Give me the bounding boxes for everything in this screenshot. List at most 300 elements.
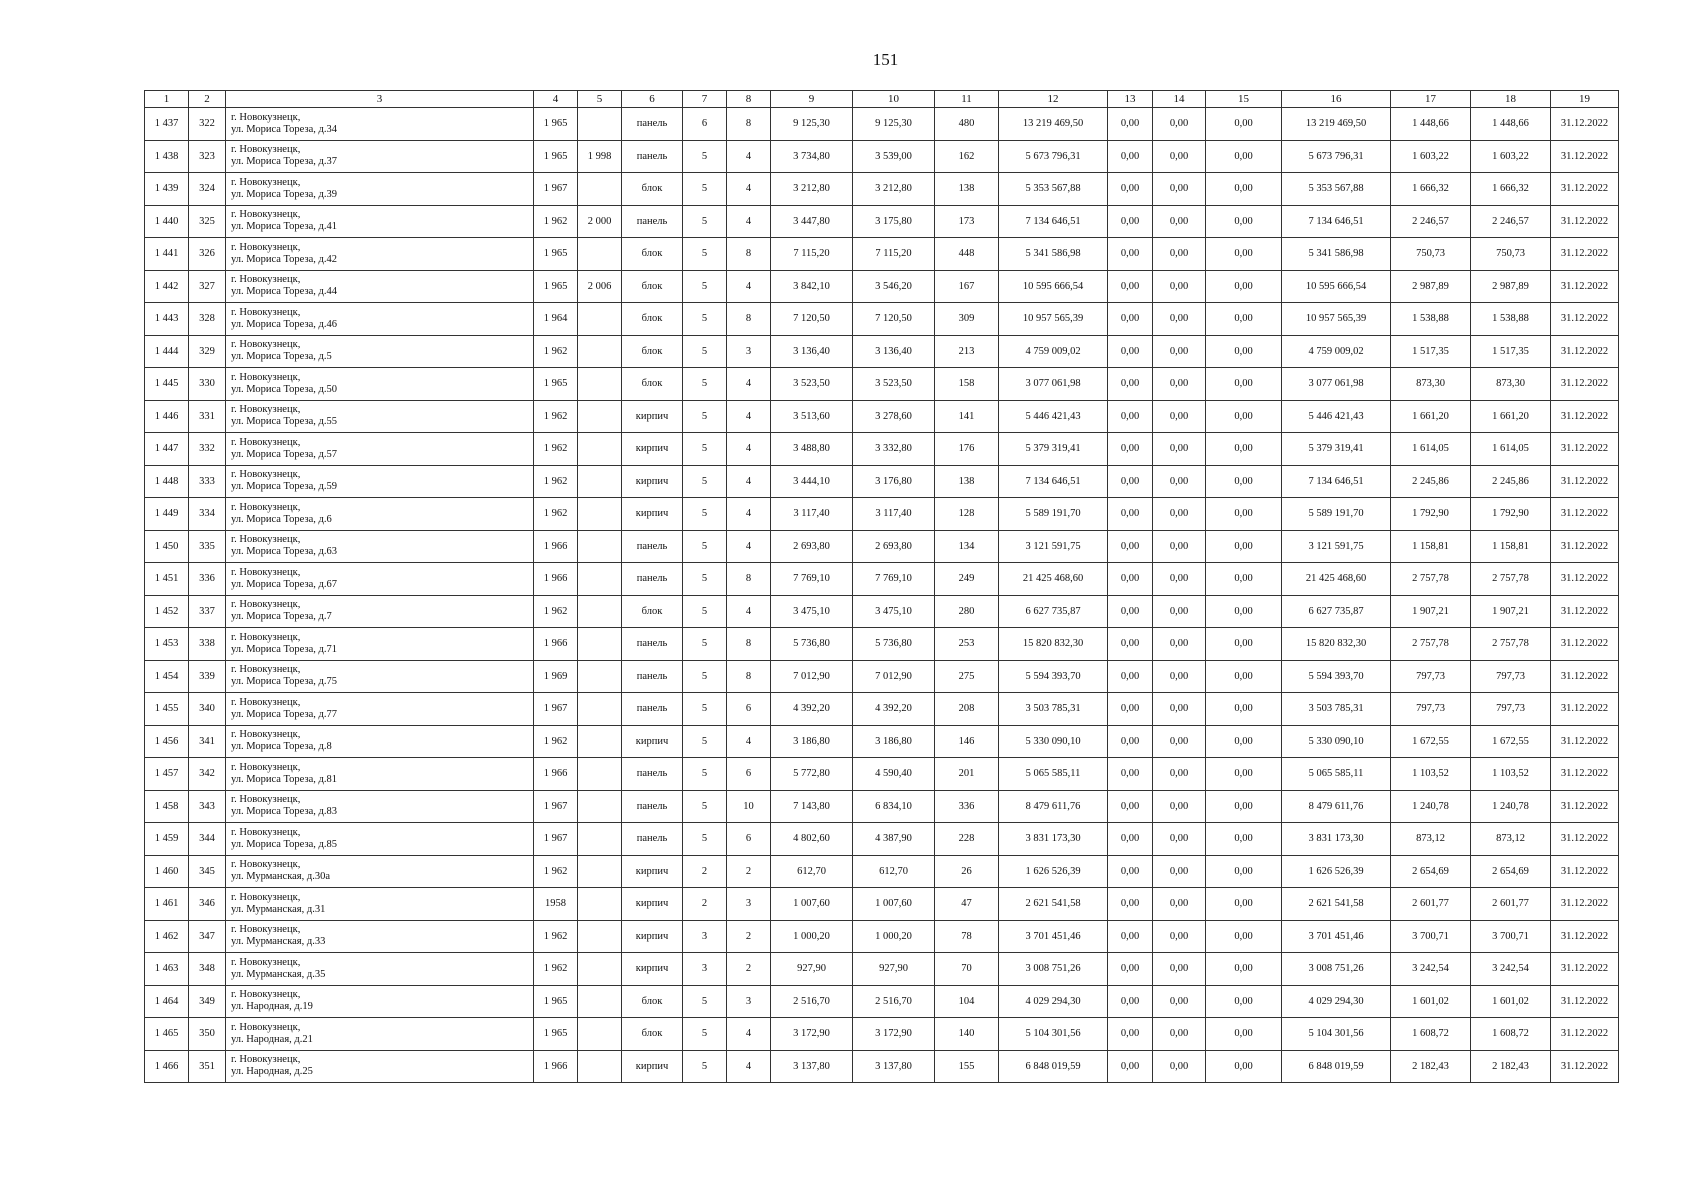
cell-col-12: 3 701 451,46 xyxy=(999,920,1108,953)
address-city: г. Новокузнецк, xyxy=(231,729,301,741)
cell-col-13: 0,00 xyxy=(1108,628,1153,661)
cell-col-4: 1 967 xyxy=(534,790,578,823)
column-header: 3 xyxy=(226,91,534,108)
cell-col-16: 15 820 832,30 xyxy=(1282,628,1391,661)
address-street: ул. Мориса Тореза, д.8 xyxy=(231,741,332,753)
address-street: ул. Мориса Тореза, д.34 xyxy=(231,123,337,135)
cell-col-5 xyxy=(578,433,622,466)
cell-col-19: 31.12.2022 xyxy=(1551,790,1619,823)
cell-col-13: 0,00 xyxy=(1108,498,1153,531)
cell-col-19: 31.12.2022 xyxy=(1551,433,1619,466)
cell-local-number: 325 xyxy=(189,205,226,238)
cell-col-8: 4 xyxy=(727,498,771,531)
column-header: 11 xyxy=(935,91,999,108)
cell-col-17: 1 103,52 xyxy=(1391,758,1471,791)
cell-col-5: 1 998 xyxy=(578,140,622,173)
cell-col-6: панель xyxy=(622,823,683,856)
cell-col-9: 3 475,10 xyxy=(771,595,853,628)
cell-col-15: 0,00 xyxy=(1206,563,1282,596)
cell-col-16: 2 621 541,58 xyxy=(1282,888,1391,921)
cell-col-12: 3 008 751,26 xyxy=(999,953,1108,986)
cell-col-11: 228 xyxy=(935,823,999,856)
cell-row-number: 1 456 xyxy=(145,725,189,758)
cell-col-14: 0,00 xyxy=(1153,985,1206,1018)
cell-col-9: 3 117,40 xyxy=(771,498,853,531)
cell-col-15: 0,00 xyxy=(1206,1018,1282,1051)
table-row xyxy=(145,530,1619,563)
cell-col-17: 2 987,89 xyxy=(1391,270,1471,303)
cell-col-16: 5 446 421,43 xyxy=(1282,400,1391,433)
cell-col-16: 3 831 173,30 xyxy=(1282,823,1391,856)
cell-col-17: 873,12 xyxy=(1391,823,1471,856)
cell-col-13: 0,00 xyxy=(1108,270,1153,303)
column-header: 5 xyxy=(578,91,622,108)
cell-col-9: 7 769,10 xyxy=(771,563,853,596)
address-street: ул. Мориса Тореза, д.67 xyxy=(231,578,337,590)
cell-col-18: 2 987,89 xyxy=(1471,270,1551,303)
cell-col-9: 4 392,20 xyxy=(771,693,853,726)
cell-col-7: 5 xyxy=(683,563,727,596)
cell-col-19: 31.12.2022 xyxy=(1551,173,1619,206)
cell-address xyxy=(226,758,534,791)
table-row xyxy=(145,888,1619,921)
cell-col-16: 4 759 009,02 xyxy=(1282,335,1391,368)
cell-col-7: 5 xyxy=(683,790,727,823)
cell-col-7: 5 xyxy=(683,1018,727,1051)
cell-col-17: 2 654,69 xyxy=(1391,855,1471,888)
cell-col-16: 10 595 666,54 xyxy=(1282,270,1391,303)
cell-col-17: 873,30 xyxy=(1391,368,1471,401)
column-header: 12 xyxy=(999,91,1108,108)
address-street: ул. Народная, д.21 xyxy=(231,1033,313,1045)
cell-col-4: 1 962 xyxy=(534,400,578,433)
cell-col-6: кирпич xyxy=(622,725,683,758)
address-city: г. Новокузнецк, xyxy=(231,436,301,448)
cell-col-4: 1958 xyxy=(534,888,578,921)
cell-col-10: 5 736,80 xyxy=(853,628,935,661)
cell-col-19: 31.12.2022 xyxy=(1551,1050,1619,1083)
address-street: ул. Мориса Тореза, д.41 xyxy=(231,221,337,233)
cell-col-7: 3 xyxy=(683,920,727,953)
cell-col-4: 1 966 xyxy=(534,530,578,563)
cell-col-4: 1 962 xyxy=(534,855,578,888)
cell-col-13: 0,00 xyxy=(1108,1050,1153,1083)
column-header: 18 xyxy=(1471,91,1551,108)
cell-col-10: 7 012,90 xyxy=(853,660,935,693)
cell-col-14: 0,00 xyxy=(1153,140,1206,173)
address-city: г. Новокузнецк, xyxy=(231,111,301,123)
cell-col-18: 1 907,21 xyxy=(1471,595,1551,628)
cell-row-number: 1 460 xyxy=(145,855,189,888)
cell-col-8: 4 xyxy=(727,725,771,758)
cell-col-4: 1 967 xyxy=(534,693,578,726)
cell-address xyxy=(226,1050,534,1083)
cell-col-16: 3 121 591,75 xyxy=(1282,530,1391,563)
cell-col-11: 138 xyxy=(935,465,999,498)
cell-address xyxy=(226,855,534,888)
cell-col-12: 5 379 319,41 xyxy=(999,433,1108,466)
cell-col-6: панель xyxy=(622,140,683,173)
cell-col-18: 1 672,55 xyxy=(1471,725,1551,758)
cell-col-15: 0,00 xyxy=(1206,595,1282,628)
cell-col-6: кирпич xyxy=(622,465,683,498)
cell-col-17: 1 603,22 xyxy=(1391,140,1471,173)
table-row xyxy=(145,173,1619,206)
cell-col-16: 8 479 611,76 xyxy=(1282,790,1391,823)
cell-col-19: 31.12.2022 xyxy=(1551,498,1619,531)
cell-local-number: 326 xyxy=(189,238,226,271)
cell-col-15: 0,00 xyxy=(1206,693,1282,726)
address-street: ул. Мориса Тореза, д.37 xyxy=(231,156,337,168)
cell-col-7: 5 xyxy=(683,498,727,531)
cell-local-number: 342 xyxy=(189,758,226,791)
cell-col-7: 2 xyxy=(683,855,727,888)
cell-col-14: 0,00 xyxy=(1153,303,1206,336)
cell-col-19: 31.12.2022 xyxy=(1551,953,1619,986)
cell-col-14: 0,00 xyxy=(1153,108,1206,141)
cell-local-number: 330 xyxy=(189,368,226,401)
cell-col-13: 0,00 xyxy=(1108,465,1153,498)
cell-col-8: 3 xyxy=(727,985,771,1018)
cell-col-16: 5 104 301,56 xyxy=(1282,1018,1391,1051)
cell-col-10: 3 332,80 xyxy=(853,433,935,466)
cell-address xyxy=(226,530,534,563)
cell-col-19: 31.12.2022 xyxy=(1551,270,1619,303)
cell-col-19: 31.12.2022 xyxy=(1551,303,1619,336)
cell-address xyxy=(226,628,534,661)
cell-address xyxy=(226,205,534,238)
cell-col-18: 1 666,32 xyxy=(1471,173,1551,206)
cell-col-7: 5 xyxy=(683,238,727,271)
cell-col-6: блок xyxy=(622,985,683,1018)
cell-col-5: 2 006 xyxy=(578,270,622,303)
cell-col-13: 0,00 xyxy=(1108,920,1153,953)
column-header: 14 xyxy=(1153,91,1206,108)
cell-col-17: 1 448,66 xyxy=(1391,108,1471,141)
cell-col-15: 0,00 xyxy=(1206,920,1282,953)
cell-local-number: 350 xyxy=(189,1018,226,1051)
cell-row-number: 1 440 xyxy=(145,205,189,238)
cell-col-11: 162 xyxy=(935,140,999,173)
cell-col-10: 4 387,90 xyxy=(853,823,935,856)
cell-col-14: 0,00 xyxy=(1153,953,1206,986)
cell-col-10: 7 120,50 xyxy=(853,303,935,336)
cell-col-19: 31.12.2022 xyxy=(1551,335,1619,368)
cell-col-12: 7 134 646,51 xyxy=(999,205,1108,238)
address-street: ул. Мориса Тореза, д.6 xyxy=(231,513,332,525)
cell-col-11: 167 xyxy=(935,270,999,303)
cell-col-9: 3 136,40 xyxy=(771,335,853,368)
cell-col-15: 0,00 xyxy=(1206,628,1282,661)
address-city: г. Новокузнецк, xyxy=(231,534,301,546)
cell-col-13: 0,00 xyxy=(1108,530,1153,563)
cell-col-8: 4 xyxy=(727,400,771,433)
cell-col-17: 1 614,05 xyxy=(1391,433,1471,466)
cell-col-8: 8 xyxy=(727,303,771,336)
cell-col-12: 6 627 735,87 xyxy=(999,595,1108,628)
cell-row-number: 1 445 xyxy=(145,368,189,401)
cell-row-number: 1 453 xyxy=(145,628,189,661)
cell-col-16: 5 341 586,98 xyxy=(1282,238,1391,271)
cell-col-7: 5 xyxy=(683,205,727,238)
cell-col-14: 0,00 xyxy=(1153,888,1206,921)
cell-address xyxy=(226,108,534,141)
address-city: г. Новокузнецк, xyxy=(231,664,301,676)
address-street: ул. Мориса Тореза, д.77 xyxy=(231,708,337,720)
cell-local-number: 335 xyxy=(189,530,226,563)
cell-row-number: 1 458 xyxy=(145,790,189,823)
cell-local-number: 340 xyxy=(189,693,226,726)
cell-row-number: 1 446 xyxy=(145,400,189,433)
table-row xyxy=(145,953,1619,986)
cell-col-12: 15 820 832,30 xyxy=(999,628,1108,661)
cell-col-4: 1 962 xyxy=(534,465,578,498)
cell-col-17: 2 182,43 xyxy=(1391,1050,1471,1083)
cell-col-19: 31.12.2022 xyxy=(1551,985,1619,1018)
cell-col-10: 3 137,80 xyxy=(853,1050,935,1083)
address-street: ул. Мориса Тореза, д.39 xyxy=(231,188,337,200)
cell-col-13: 0,00 xyxy=(1108,1018,1153,1051)
cell-col-9: 7 115,20 xyxy=(771,238,853,271)
cell-col-12: 6 848 019,59 xyxy=(999,1050,1108,1083)
cell-col-12: 3 121 591,75 xyxy=(999,530,1108,563)
cell-col-4: 1 966 xyxy=(534,1050,578,1083)
cell-col-13: 0,00 xyxy=(1108,303,1153,336)
cell-col-13: 0,00 xyxy=(1108,693,1153,726)
address-street: ул. Мориса Тореза, д.81 xyxy=(231,773,337,785)
cell-col-11: 128 xyxy=(935,498,999,531)
cell-row-number: 1 450 xyxy=(145,530,189,563)
cell-local-number: 338 xyxy=(189,628,226,661)
cell-col-12: 1 626 526,39 xyxy=(999,855,1108,888)
cell-col-15: 0,00 xyxy=(1206,335,1282,368)
cell-col-12: 10 595 666,54 xyxy=(999,270,1108,303)
column-header: 19 xyxy=(1551,91,1619,108)
cell-col-11: 134 xyxy=(935,530,999,563)
cell-col-10: 4 590,40 xyxy=(853,758,935,791)
cell-col-16: 21 425 468,60 xyxy=(1282,563,1391,596)
cell-address xyxy=(226,953,534,986)
cell-col-13: 0,00 xyxy=(1108,823,1153,856)
table-row xyxy=(145,108,1619,141)
cell-col-17: 1 601,02 xyxy=(1391,985,1471,1018)
cell-col-15: 0,00 xyxy=(1206,725,1282,758)
cell-col-17: 2 245,86 xyxy=(1391,465,1471,498)
cell-col-8: 2 xyxy=(727,855,771,888)
cell-col-12: 13 219 469,50 xyxy=(999,108,1108,141)
cell-col-12: 2 621 541,58 xyxy=(999,888,1108,921)
table-row xyxy=(145,725,1619,758)
cell-col-12: 5 353 567,88 xyxy=(999,173,1108,206)
cell-col-12: 5 104 301,56 xyxy=(999,1018,1108,1051)
cell-col-13: 0,00 xyxy=(1108,595,1153,628)
cell-address xyxy=(226,270,534,303)
cell-col-7: 5 xyxy=(683,823,727,856)
cell-col-18: 1 608,72 xyxy=(1471,1018,1551,1051)
cell-col-14: 0,00 xyxy=(1153,758,1206,791)
cell-col-4: 1 962 xyxy=(534,953,578,986)
cell-col-6: блок xyxy=(622,303,683,336)
cell-address xyxy=(226,563,534,596)
address-city: г. Новокузнецк, xyxy=(231,891,301,903)
address-city: г. Новокузнецк, xyxy=(231,826,301,838)
cell-col-8: 4 xyxy=(727,173,771,206)
cell-col-5 xyxy=(578,660,622,693)
cell-col-7: 5 xyxy=(683,1050,727,1083)
cell-col-16: 6 848 019,59 xyxy=(1282,1050,1391,1083)
cell-col-11: 26 xyxy=(935,855,999,888)
cell-col-5 xyxy=(578,790,622,823)
column-header: 13 xyxy=(1108,91,1153,108)
cell-col-5 xyxy=(578,498,622,531)
cell-local-number: 348 xyxy=(189,953,226,986)
cell-col-8: 4 xyxy=(727,1050,771,1083)
cell-col-14: 0,00 xyxy=(1153,173,1206,206)
cell-col-19: 31.12.2022 xyxy=(1551,920,1619,953)
address-street: ул. Мориса Тореза, д.50 xyxy=(231,383,337,395)
cell-col-18: 1 603,22 xyxy=(1471,140,1551,173)
cell-col-14: 0,00 xyxy=(1153,790,1206,823)
cell-col-6: кирпич xyxy=(622,888,683,921)
cell-col-6: блок xyxy=(622,270,683,303)
cell-col-4: 1 962 xyxy=(534,595,578,628)
cell-col-5 xyxy=(578,693,622,726)
cell-col-17: 2 757,78 xyxy=(1391,563,1471,596)
cell-col-16: 3 701 451,46 xyxy=(1282,920,1391,953)
cell-col-15: 0,00 xyxy=(1206,400,1282,433)
cell-col-4: 1 965 xyxy=(534,270,578,303)
cell-col-17: 1 907,21 xyxy=(1391,595,1471,628)
cell-col-14: 0,00 xyxy=(1153,823,1206,856)
cell-col-15: 0,00 xyxy=(1206,270,1282,303)
cell-address xyxy=(226,725,534,758)
cell-col-11: 480 xyxy=(935,108,999,141)
cell-col-6: кирпич xyxy=(622,1050,683,1083)
cell-row-number: 1 447 xyxy=(145,433,189,466)
cell-col-15: 0,00 xyxy=(1206,465,1282,498)
table-row xyxy=(145,400,1619,433)
cell-col-8: 6 xyxy=(727,823,771,856)
address-street: ул. Мориса Тореза, д.83 xyxy=(231,806,337,818)
cell-col-12: 21 425 468,60 xyxy=(999,563,1108,596)
cell-col-11: 280 xyxy=(935,595,999,628)
cell-col-5 xyxy=(578,888,622,921)
column-header: 17 xyxy=(1391,91,1471,108)
cell-col-9: 9 125,30 xyxy=(771,108,853,141)
cell-col-10: 1 000,20 xyxy=(853,920,935,953)
cell-col-8: 4 xyxy=(727,140,771,173)
table-row xyxy=(145,790,1619,823)
cell-col-14: 0,00 xyxy=(1153,660,1206,693)
cell-col-14: 0,00 xyxy=(1153,400,1206,433)
cell-col-5 xyxy=(578,1050,622,1083)
address-city: г. Новокузнецк, xyxy=(231,989,301,1001)
table-row xyxy=(145,1018,1619,1051)
cell-col-15: 0,00 xyxy=(1206,368,1282,401)
cell-col-18: 3 242,54 xyxy=(1471,953,1551,986)
cell-local-number: 347 xyxy=(189,920,226,953)
cell-col-13: 0,00 xyxy=(1108,173,1153,206)
cell-col-7: 5 xyxy=(683,595,727,628)
table-row xyxy=(145,595,1619,628)
cell-address xyxy=(226,368,534,401)
cell-col-13: 0,00 xyxy=(1108,335,1153,368)
address-street: ул. Народная, д.19 xyxy=(231,1001,313,1013)
cell-col-6: кирпич xyxy=(622,953,683,986)
cell-col-7: 5 xyxy=(683,693,727,726)
address-street: ул. Мориса Тореза, д.57 xyxy=(231,448,337,460)
cell-col-17: 1 608,72 xyxy=(1391,1018,1471,1051)
cell-col-16: 5 330 090,10 xyxy=(1282,725,1391,758)
cell-col-16: 4 029 294,30 xyxy=(1282,985,1391,1018)
cell-row-number: 1 455 xyxy=(145,693,189,726)
cell-col-9: 3 444,10 xyxy=(771,465,853,498)
cell-col-7: 5 xyxy=(683,758,727,791)
cell-col-11: 158 xyxy=(935,368,999,401)
cell-col-12: 5 594 393,70 xyxy=(999,660,1108,693)
cell-col-10: 3 523,50 xyxy=(853,368,935,401)
cell-col-13: 0,00 xyxy=(1108,790,1153,823)
cell-address xyxy=(226,660,534,693)
cell-col-12: 4 759 009,02 xyxy=(999,335,1108,368)
cell-col-15: 0,00 xyxy=(1206,1050,1282,1083)
cell-col-14: 0,00 xyxy=(1153,1050,1206,1083)
cell-col-18: 1 601,02 xyxy=(1471,985,1551,1018)
cell-col-6: панель xyxy=(622,790,683,823)
cell-col-5 xyxy=(578,465,622,498)
cell-col-9: 3 212,80 xyxy=(771,173,853,206)
cell-col-12: 5 673 796,31 xyxy=(999,140,1108,173)
cell-col-17: 2 757,78 xyxy=(1391,628,1471,661)
cell-col-9: 3 734,80 xyxy=(771,140,853,173)
column-header: 6 xyxy=(622,91,683,108)
cell-col-11: 155 xyxy=(935,1050,999,1083)
cell-row-number: 1 448 xyxy=(145,465,189,498)
cell-col-18: 797,73 xyxy=(1471,660,1551,693)
cell-col-14: 0,00 xyxy=(1153,465,1206,498)
cell-col-4: 1 965 xyxy=(534,140,578,173)
cell-col-9: 5 736,80 xyxy=(771,628,853,661)
cell-col-18: 1 240,78 xyxy=(1471,790,1551,823)
cell-col-11: 104 xyxy=(935,985,999,1018)
cell-address xyxy=(226,693,534,726)
cell-col-8: 10 xyxy=(727,790,771,823)
cell-col-13: 0,00 xyxy=(1108,953,1153,986)
address-city: г. Новокузнецк, xyxy=(231,144,301,156)
cell-col-6: панель xyxy=(622,693,683,726)
cell-col-8: 8 xyxy=(727,628,771,661)
cell-col-14: 0,00 xyxy=(1153,498,1206,531)
cell-col-14: 0,00 xyxy=(1153,433,1206,466)
page-number: 151 xyxy=(872,50,899,69)
cell-col-9: 3 137,80 xyxy=(771,1050,853,1083)
cell-col-18: 2 601,77 xyxy=(1471,888,1551,921)
cell-col-10: 3 186,80 xyxy=(853,725,935,758)
cell-col-5 xyxy=(578,595,622,628)
table-row xyxy=(145,855,1619,888)
cell-col-13: 0,00 xyxy=(1108,238,1153,271)
cell-col-14: 0,00 xyxy=(1153,628,1206,661)
cell-col-9: 1 007,60 xyxy=(771,888,853,921)
cell-col-7: 5 xyxy=(683,465,727,498)
cell-col-10: 7 115,20 xyxy=(853,238,935,271)
address-city: г. Новокузнецк, xyxy=(231,631,301,643)
table-body xyxy=(145,108,1619,1083)
cell-col-10: 2 516,70 xyxy=(853,985,935,1018)
cell-col-14: 0,00 xyxy=(1153,270,1206,303)
cell-col-15: 0,00 xyxy=(1206,140,1282,173)
cell-col-19: 31.12.2022 xyxy=(1551,660,1619,693)
